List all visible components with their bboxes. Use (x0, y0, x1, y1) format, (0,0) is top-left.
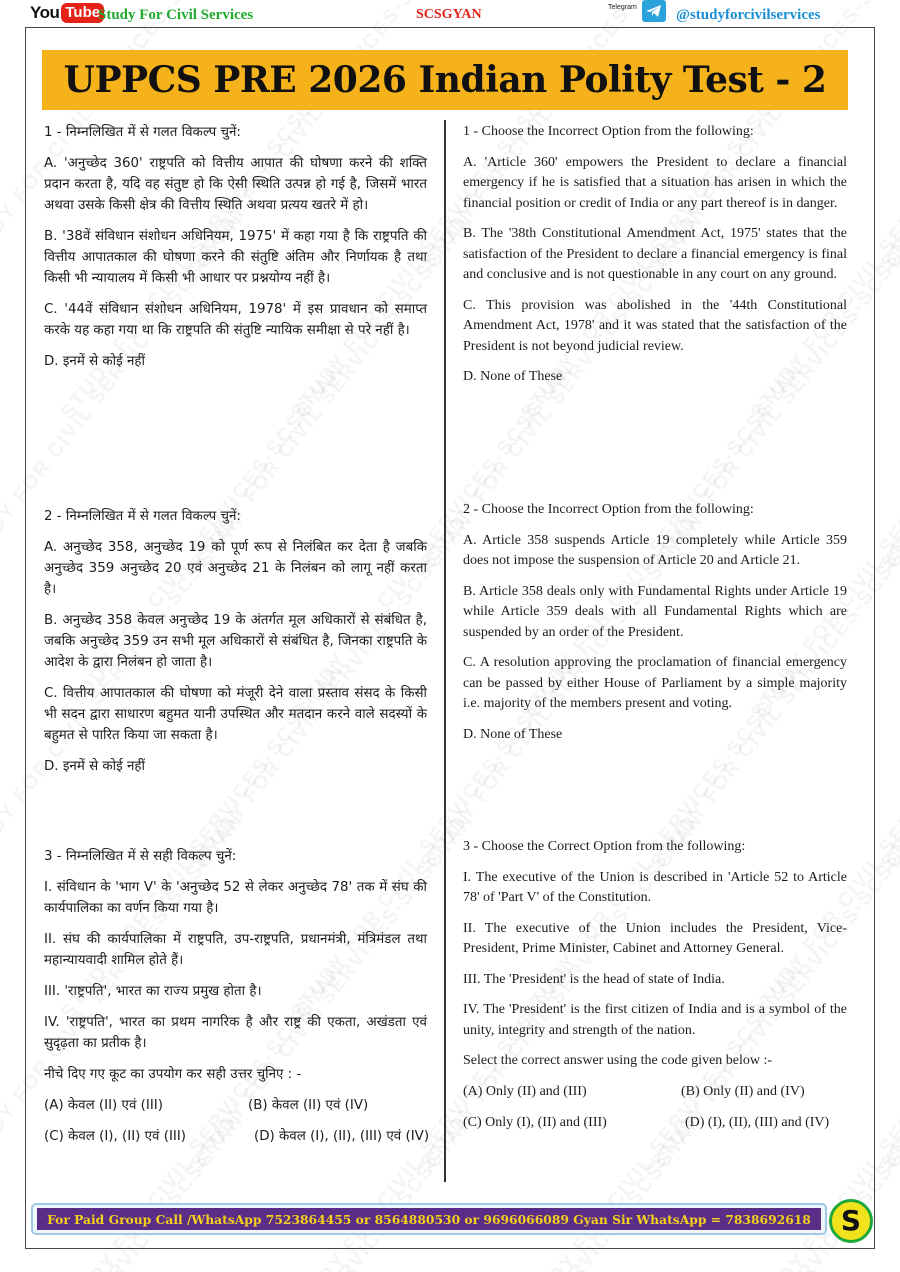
answer-options-row-1 (463, 1082, 847, 1103)
question-heading: 1 - Choose the Incorrect Option from the following: (463, 124, 754, 139)
option-c: C. वित्तीय आपातकाल की घोषणा को मंजूरी देने वाला प्रस्ताव संसद के किसी भी सदन द्वारा साधारण बहुमत यानी उपस्थित और मतदान करने वाले सदस्यों के बहुमत से पारित किया जा सकता है। (44, 686, 427, 743)
option-b: B. अनुच्छेद 358 केवल अनुच्छेद 19 के अंतर्गत मूल अधिकारों से संबंधित है, जबकि अनुच्छेद 359 उन सभी मूल अधिकारों से संबंधित है, जिनका राष्ट्रपति के आदेश के द्वारा निलंबन हो जाता है। (44, 613, 427, 670)
code-instruction: Select the correct answer using the code given below :- (463, 1053, 773, 1068)
option-d: D. इनमें से कोई नहीं (44, 354, 145, 369)
answer-option-d: (D) (I), (II), (III) and (IV) (685, 1114, 830, 1130)
option-a: A. Article 358 suspends Article 19 completely while Article 359 does not impose the suspension of Article 20 and Article 21. (463, 532, 847, 568)
answer-options-row-2 (44, 1126, 430, 1147)
answer-option-a: (A) Only (II) and (III) (463, 1083, 587, 1099)
answer-options-row-1 (44, 1095, 427, 1116)
statement-iii: III. 'राष्ट्रपति', भारत का राज्य प्रमुख होता है। (44, 984, 262, 999)
hindi-question-1 (44, 122, 427, 382)
answer-option-c: (C) Only (I), (II) and (III) (463, 1114, 607, 1130)
statement-ii: II. संघ की कार्यपालिका में राष्ट्रपति, उप-राष्ट्रपति, प्रधानमंत्री, मंत्रिमंडल तथा महान्यायवादी शामिल होते हैं। (44, 932, 427, 968)
youtube-logo[interactable] (30, 2, 104, 24)
contact-band (37, 1208, 821, 1230)
answer-option-b: (B) Only (II) and (IV) (681, 1083, 805, 1099)
english-question-3 (463, 837, 847, 1144)
option-a: A. अनुच्छेद 358, अनुच्छेद 19 को पूर्ण रूप से निलंबित कर देता है जबकि अनुच्छेद 359 अनुच्छेद 20 एवं अनुच्छेद 21 के निलंबन को लागू नहीं करता है। (44, 540, 427, 597)
english-question-1 (463, 122, 847, 398)
question-heading: 3 - निम्नलिखित में से सही विकल्प चुनें: (44, 849, 237, 864)
watermark-text (877, 509, 900, 874)
statement-ii: II. The executive of the Union includes the President, Vice-President, Prime Minister, Cabinet and Attorney General. (463, 920, 847, 956)
option-a: A. 'Article 360' empowers the President to declare a financial emergency if he is satisfied that a situation has arisen in which the financial position or credit of India or any part thereof is in danger. (463, 154, 847, 211)
option-b: B. '38वें संविधान संशोधन अधिनियम, 1975' में कहा गया है कि राष्ट्रपति की वित्तीय आपातकाल की घोषणा करने की संतुष्टि अंतिम और निर्णायक है तथा किसी भी न्यायालय में किसी भी आधार पर प्रश्नयोग्य नहीं है। (44, 229, 427, 286)
answer-option-c: (C) केवल (I), (II) एवं (III) (44, 1129, 187, 1144)
answer-options-row-2 (463, 1113, 847, 1134)
telegram-icon[interactable] (642, 0, 666, 22)
watermark-text (877, 0, 900, 274)
channel-name: Study For Civil Services (98, 7, 254, 23)
hindi-question-3 (44, 846, 430, 1157)
column-divider (444, 120, 446, 1182)
top-bar (0, 0, 900, 30)
youtube-logo-tube: Tube (61, 3, 104, 23)
code-instruction: नीचे दिए गए कूट का उपयोग कर सही उत्तर चुनिए : - (44, 1067, 302, 1082)
watermark-text (877, 1109, 900, 1272)
option-d: D. None of These (463, 369, 563, 384)
statement-i: I. The executive of the Union is described in 'Article 52 to Article 78' of 'Part V' of the Constitution. (463, 869, 847, 905)
english-question-2 (463, 500, 847, 755)
question-heading: 1 - निम्नलिखित में से गलत विकल्प चुनें: (44, 125, 241, 140)
option-a: A. 'अनुच्छेद 360' राष्ट्रपति को वित्तीय आपात की घोषणा करने की शक्ति प्रदान करता है, यदि वह संतुष्ट हो कि ऐसी स्थिति उत्पन्न हो गई है, जिसमें भारत अथवा उसके किसी क्षेत्र की वित्तीय स्थिति अथवा प्रत्यय खतरे में हो। (44, 156, 427, 213)
statement-iv: IV. 'राष्ट्रपति', भारत का प्रथम नागरिक है और राष्ट्र की एकता, अखंडता एवं सुदृढ़ता का प्रतीक है। (44, 1015, 427, 1051)
statement-iii: III. The 'President' is the head of state of India. (463, 971, 725, 987)
telegram-label: Telegram (608, 4, 637, 11)
option-b: B. The '38th Constitutional Amendment Act, 1975' states that the satisfaction of the President to declare a financial emergency is final and conclusive and is not questionable in any court on any ground. (463, 226, 847, 282)
watermark-text (877, 809, 900, 1174)
page-title: UPPCS PRE 2026 Indian Polity Test - 2 (63, 59, 827, 101)
option-d: D. None of These (463, 726, 563, 742)
question-heading: 2 - Choose the Incorrect Option from the following: (463, 502, 754, 517)
scs-logo-icon (829, 1199, 873, 1243)
answer-option-a: (A) केवल (II) एवं (III) (44, 1098, 163, 1113)
option-c: C. '44वें संविधान संशोधन अधिनियम, 1978' में इस प्रावधान को समाप्त करके यह कहा गया था कि राष्ट्रपति की संतुष्टि न्यायिक समीक्षा से परे नहीं है। (44, 302, 427, 338)
answer-option-d: (D) केवल (I), (II), (III) एवं (IV) (254, 1129, 430, 1144)
option-d: D. इनमें से कोई नहीं (44, 759, 145, 774)
option-b: B. Article 358 deals only with Fundamental Rights under Article 19 while Article 359 deals with all Fundamental Rights which are suspended by an order of the President. (463, 583, 847, 640)
watermark-text (877, 209, 900, 574)
brand-name: SCSGYAN (416, 7, 482, 22)
contact-text: For Paid Group Call /WhatsApp 7523864455 or 8564880530 or 9696066089 Gyan Sir WhatsApp = 7838692618 (47, 1211, 811, 1227)
hindi-question-2 (44, 506, 427, 787)
option-c: C. This provision was abolished in the '44th Constitutional Amendment Act, 1978' and it was stated that the satisfaction of the President is not beyond judicial review. (463, 297, 847, 354)
contact-banner (31, 1203, 827, 1235)
question-heading: 2 - निम्नलिखित में से गलत विकल्प चुनें: (44, 509, 241, 524)
title-band (42, 50, 848, 110)
logo-letter: S (840, 1204, 862, 1237)
statement-i: I. संविधान के 'भाग V' के 'अनुच्छेद 52 से लेकर अनुच्छेद 78' तक में संघ की कार्यपालिका का वर्णन किया गया है। (44, 880, 427, 916)
statement-iv: IV. The 'President' is the first citizen of India and is a symbol of the unity, integrity and strength of the nation. (463, 1002, 847, 1038)
youtube-logo-you: You (30, 3, 60, 22)
answer-option-b: (B) केवल (II) एवं (IV) (248, 1098, 369, 1113)
option-c: C. A resolution approving the proclamation of financial emergency can be passed by either House of Parliament by a simple majority i.e. majority of the members present and voting. (463, 655, 847, 711)
question-heading: 3 - Choose the Correct Option from the following: (463, 839, 746, 854)
social-handle[interactable]: @studyforcivilservices (676, 7, 821, 23)
